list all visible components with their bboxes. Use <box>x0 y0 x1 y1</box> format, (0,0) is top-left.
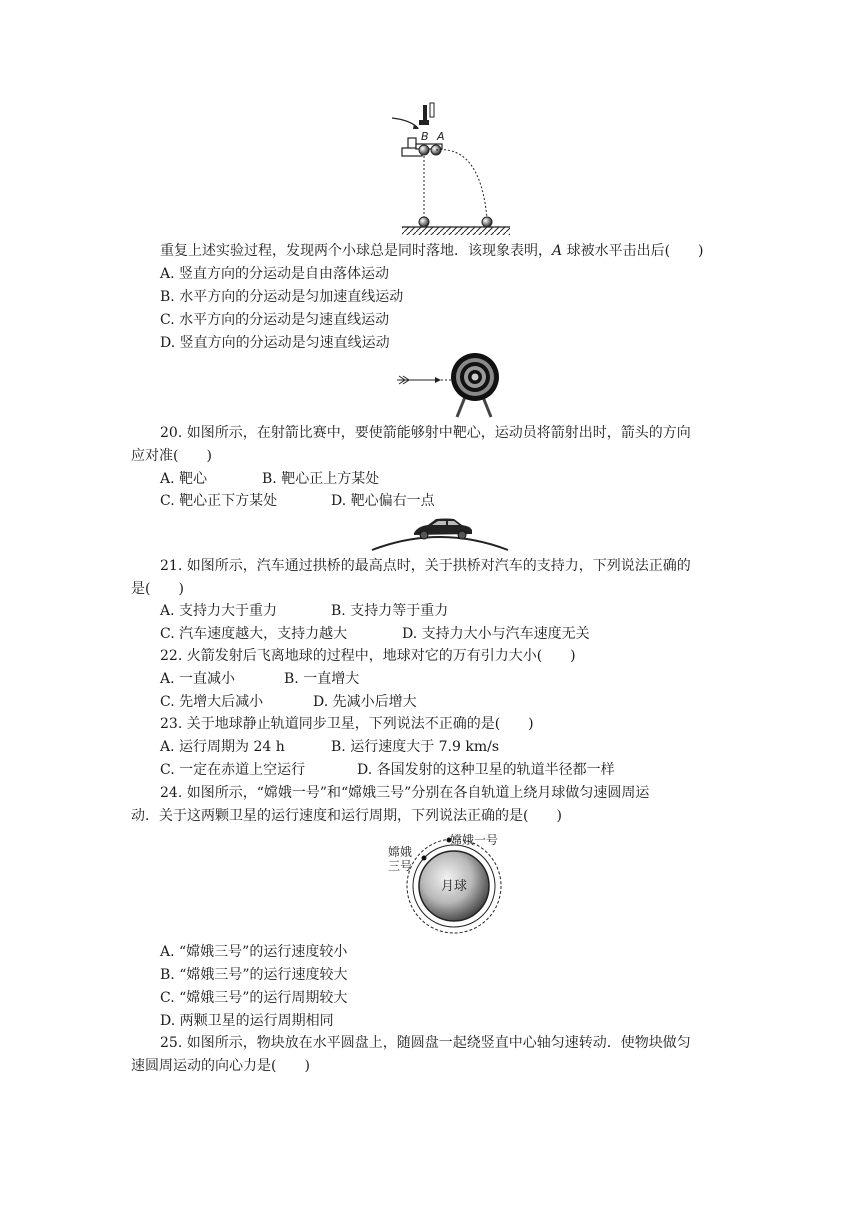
q21-option-c: C. 汽车速度越大，支持力越大 <box>160 626 348 642</box>
label-a: A <box>437 130 445 143</box>
q19-var: A <box>552 243 563 259</box>
q19-option-a: A. 竖直方向的分运动是自由落体运动 <box>160 266 390 282</box>
q21-option-b: B. 支持力等于重力 <box>331 603 449 619</box>
q19-stem: 重复上述实验过程，发现两个小球总是同时落地．该现象表明，A 球被水平击出后( ) <box>160 243 704 259</box>
q19-option-c: C. 水平方向的分运动是匀速直线运动 <box>160 312 390 328</box>
q20-stem-line1: 20. 如图所示，在射箭比赛中，要使箭能够射中靶心，运动员将箭射出时，箭头的方向 <box>160 425 691 441</box>
q24-option-c: C. “嫦娥三号”的运行周期较大 <box>160 990 348 1006</box>
q21-option-a: A. 支持力大于重力 <box>160 603 278 619</box>
q22-option-c: C. 先增大后减小 <box>160 694 264 710</box>
q23-option-c: C. 一定在赤道上空运行 <box>160 762 306 778</box>
moon-orbit-figure <box>384 828 506 938</box>
q23-option-b: B. 运行速度大于 7.9 km/s <box>331 739 500 755</box>
q20-option-c: C. 靶心正下方某处 <box>160 493 278 509</box>
q24-option-a: A. “嫦娥三号”的运行速度较小 <box>160 944 348 960</box>
q23-stem: 23. 关于地球静止轨道同步卫星，下列说法不正确的是( ) <box>160 716 534 732</box>
q22-option-b: B. 一直增大 <box>284 671 360 687</box>
bridge-car-figure <box>370 510 510 552</box>
q25-stem-line1: 25. 如图所示，物块放在水平圆盘上，随圆盘一起绕竖直中心轴匀速转动．使物块做匀 <box>160 1035 691 1051</box>
q20-stem-line2: 应对准( ) <box>131 448 212 464</box>
label-change-3-line1: 嫦娥 <box>388 845 413 859</box>
q23-option-a: A. 运行周期为 24 h <box>160 739 285 755</box>
label-moon: 月球 <box>441 879 468 894</box>
q24-stem-line2: 动．关于这两颗卫星的运行速度和运行周期，下列说法正确的是( ) <box>131 808 562 824</box>
q24-option-d: D. 两颗卫星的运行周期相同 <box>160 1013 334 1029</box>
q21-stem-line2: 是( ) <box>131 581 184 597</box>
q22-option-d: D. 先减小后增大 <box>313 694 417 710</box>
experiment-figure <box>380 100 510 240</box>
q25-stem-line2: 速圆周运动的向心力是( ) <box>131 1058 310 1074</box>
q22-stem: 22. 火箭发射后飞离地球的过程中，地球对它的万有引力大小( ) <box>160 648 576 664</box>
q19-option-b: B. 水平方向的分运动是匀加速直线运动 <box>160 289 404 305</box>
label-change-1: 嫦娥一号 <box>450 833 499 847</box>
q20-option-a: A. 靶心 <box>160 471 208 487</box>
q23-option-d: D. 各国发射的这种卫星的轨道半径都一样 <box>357 762 615 778</box>
q19-option-d: D. 竖直方向的分运动是匀速直线运动 <box>160 335 390 351</box>
q24-option-b: B. “嫦娥三号”的运行速度较大 <box>160 967 348 983</box>
q22-option-a: A. 一直减小 <box>160 671 236 687</box>
q20-option-d: D. 靶心偏右一点 <box>331 493 435 509</box>
archery-figure <box>395 345 505 420</box>
q21-option-d: D. 支持力大小与汽车速度无关 <box>402 626 590 642</box>
q20-option-b: B. 靶心正上方某处 <box>262 471 380 487</box>
label-b: B <box>421 130 429 143</box>
label-change-3-line2: 三号 <box>388 859 413 873</box>
q21-stem-line1: 21. 如图所示，汽车通过拱桥的最高点时，关于拱桥对汽车的支持力，下列说法正确的 <box>160 558 691 574</box>
q24-stem-line1: 24. 如图所示，“嫦娥一号”和“嫦娥三号”分别在各自轨道上绕月球做匀速圆周运 <box>160 785 650 801</box>
